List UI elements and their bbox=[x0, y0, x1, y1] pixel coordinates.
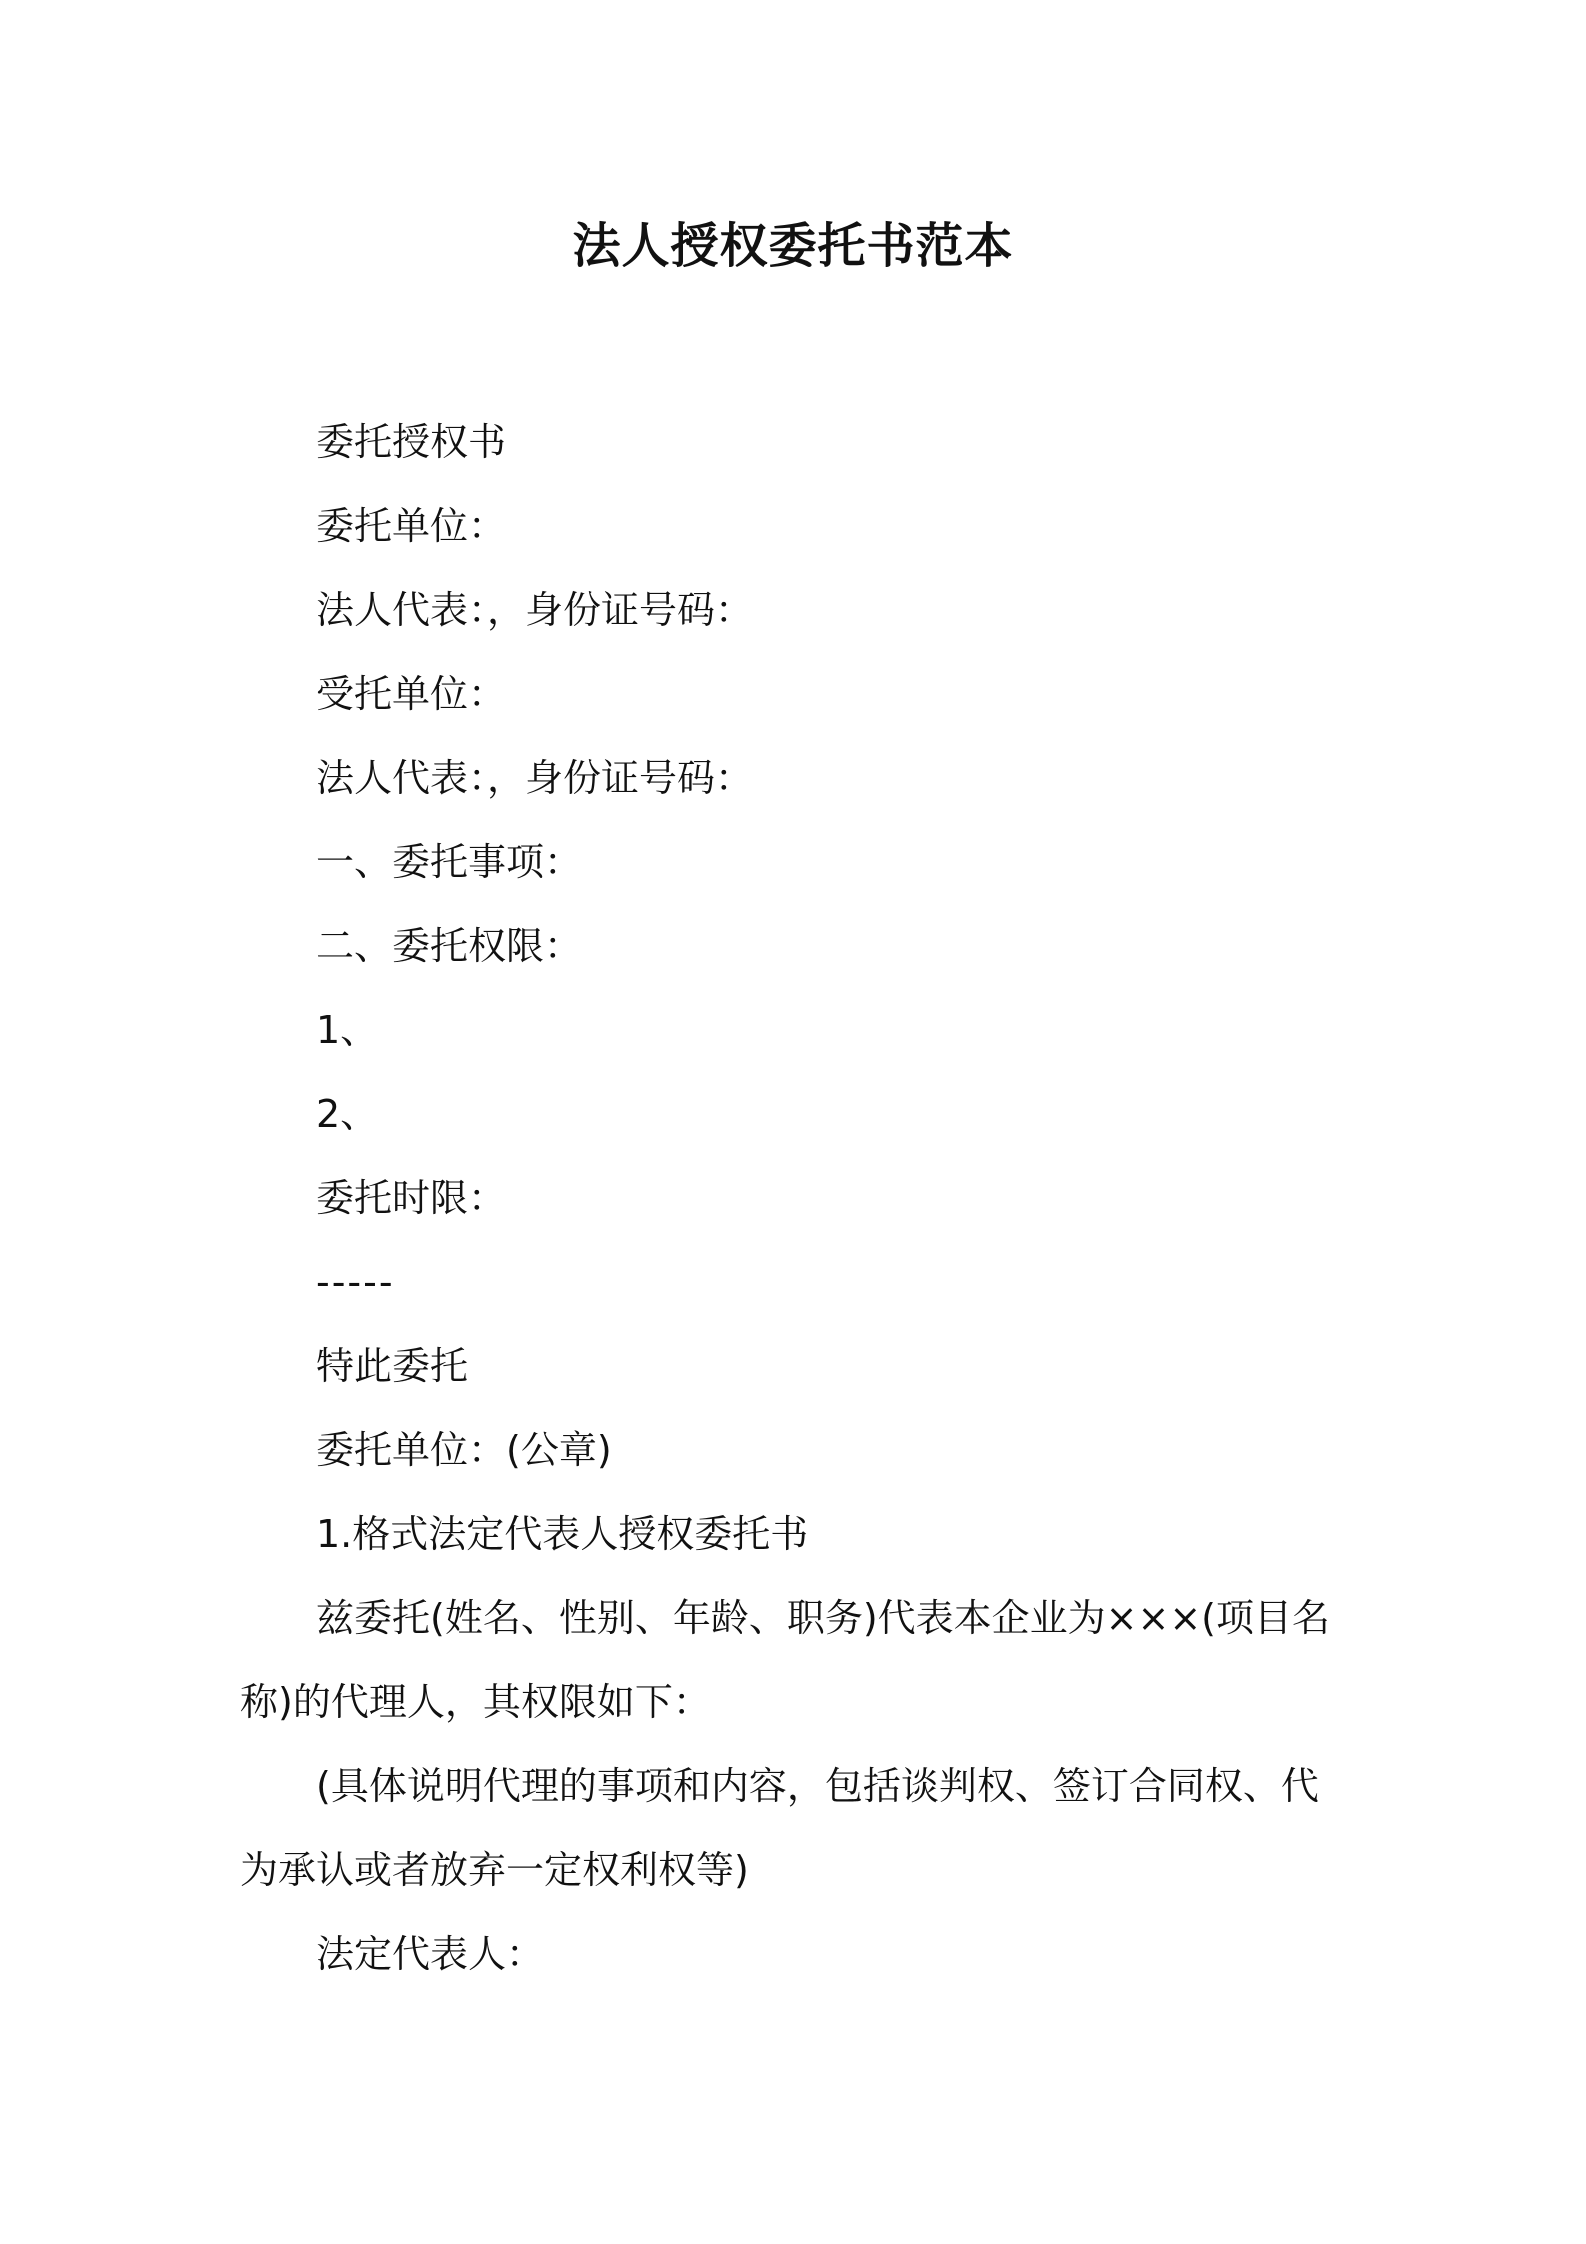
field-entrusting-unit: 委托单位： bbox=[316, 504, 507, 548]
document-body bbox=[240, 400, 1350, 1996]
field-legal-rep-id-2: 法人代表：，身份证号码： bbox=[316, 756, 754, 800]
list-item-2: 2、 bbox=[316, 1092, 379, 1136]
item-entrusted-matters: 一、委托事项： bbox=[316, 840, 583, 884]
field-entrust-period: 委托时限： bbox=[316, 1176, 507, 1220]
field-entrusted-unit: 受托单位： bbox=[316, 672, 507, 716]
separator-dashes: ----- bbox=[316, 1260, 395, 1304]
item-entrusted-authority: 二、委托权限： bbox=[316, 924, 583, 968]
paragraph-authority-details: (具体说明代理的事项和内容，包括谈判权、签订合同权、代为承认或者放弃一定权利权等) bbox=[240, 1764, 1319, 1892]
list-item-1: 1、 bbox=[316, 1008, 379, 1052]
closing-statement: 特此委托 bbox=[316, 1344, 469, 1388]
section-heading-authorization: 委托授权书 bbox=[316, 420, 507, 464]
field-legal-rep-id-1: 法人代表：，身份证号码： bbox=[316, 588, 754, 632]
document-title: 法人授权委托书范本 bbox=[572, 218, 1014, 274]
paragraph-appointment: 兹委托(姓名、性别、年龄、职务)代表本企业为×××(项目名称)的代理人，其权限如下： bbox=[240, 1596, 1330, 1724]
section-heading-format: 1.格式法定代表人授权委托书 bbox=[316, 1512, 809, 1556]
field-legal-representative: 法定代表人： bbox=[316, 1932, 545, 1976]
field-seal: 委托单位：(公章) bbox=[316, 1428, 612, 1472]
